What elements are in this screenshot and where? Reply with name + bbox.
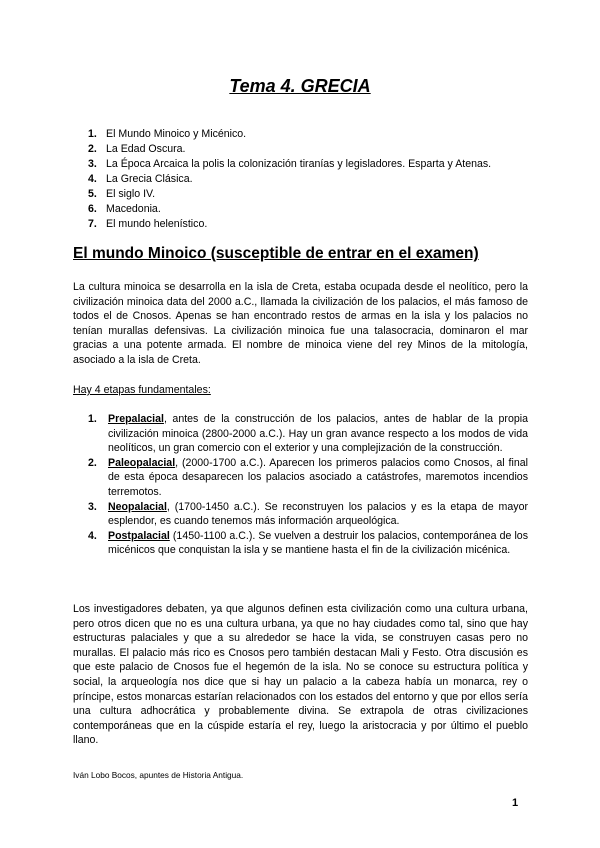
- toc-item-number: 5.: [88, 188, 97, 200]
- stages-list: [88, 412, 528, 558]
- stage-term: Postpalacial: [108, 529, 170, 542]
- toc-item-text: El Mundo Minoico y Micénico.: [106, 128, 247, 140]
- toc-item: [88, 202, 491, 217]
- toc-item-text: Macedonia.: [106, 203, 161, 215]
- stage-item: [88, 500, 528, 529]
- stage-text: , antes de la construcción de los palacios, antes de hablar de la propia civilización minoica (2800-2000 a.C.). Hay un gran avance respecto a los modos de vida neolíticos, un gran comercio con el exterior y una complejización de la construcción.: [108, 413, 528, 455]
- toc-item-text: La Grecia Clásica.: [106, 173, 193, 185]
- stage-item: [88, 456, 528, 500]
- toc-item: [88, 172, 491, 187]
- toc-item-number: 7.: [88, 218, 97, 230]
- table-of-contents: [88, 127, 491, 232]
- toc-item-number: 4.: [88, 173, 97, 185]
- stage-term: Prepalacial: [108, 413, 164, 425]
- toc-item-text: El siglo IV.: [106, 188, 156, 200]
- stage-number: 4.: [88, 529, 97, 542]
- stage-term: Paleopalacial: [108, 456, 176, 469]
- toc-item: [88, 127, 491, 142]
- stage-text: , (1700-1450 a.C.). Se reconstruyen los palacios y es la etapa de mayor esplendor, es cuando tenemos más información arqueológica.: [108, 500, 528, 528]
- toc-item: [88, 217, 491, 232]
- stage-text: (1450-1100 a.C.). Se vuelven a destruir los palacios, contemporánea de los micénicos que conquistan la isla y se mantiene hasta el fin de la civilización micénica.: [108, 529, 528, 557]
- toc-item-text: La Época Arcaica la polis la colonización tiranías y legisladores. Esparta y Atenas.: [106, 158, 492, 170]
- toc-item-text: La Edad Oscura.: [106, 143, 186, 155]
- toc-item: [88, 142, 491, 157]
- toc-item-number: 3.: [88, 158, 97, 170]
- toc-item: [88, 187, 491, 202]
- footer-note: Iván Lobo Bocos, apuntes de Historia Antigua.: [73, 770, 244, 780]
- stages-heading: Hay 4 etapas fundamentales:: [73, 384, 211, 396]
- stage-number: 1.: [88, 413, 97, 425]
- intro-paragraph: La cultura minoica se desarrolla en la isla de Creta, estaba ocupada desde el neolítico, pero la civilización minoica data del 2000 a.C., llamada la civilización de los palacios, el más famoso de todos el de Cnosos. Apenas se han encontrado restos de armas en la isla y los palacios no tenían murallas defensivas. La civilización minoica fue una talasocracia, dominaron el mar gracias a una potente armada. El nombre de minoica viene del rey Minos de la mitología, asociado a la isla de Creta.: [73, 281, 528, 366]
- stage-term: Neopalacial: [108, 500, 167, 513]
- stage-text: , (2000-1700 a.C.). Aparecen los primeros palacios como Cnosos, al final de esta época desaparecen los palacios asociado a catástrofes, maremotos incendios terremotos.: [108, 456, 528, 498]
- stage-item: [88, 412, 528, 456]
- toc-item-number: 6.: [88, 203, 97, 215]
- toc-item-number: 2.: [88, 143, 97, 155]
- section-heading: El mundo Minoico (susceptible de entrar en el examen): [73, 245, 479, 262]
- stage-number: 2.: [88, 456, 97, 469]
- stage-number: 3.: [88, 500, 97, 513]
- debate-paragraph: Los investigadores debaten, ya que algunos definen esta civilización como una cultura urbana, pero otros dicen que no es una cultura urbana, ya que no hay ciudades como tal, sino que hay estructuras palaciales y que a su alrededor se hace la vida, se construyen casas pero no murallas. El palacio más rico es Cnosos pero también destacan Mali y Festo. Otra discusión es que este palacio de Cnosos fue el hegemón de la isla. No se conoce su estructura política y social, la arqueología nos dice que si hay un palacio a la cabeza había un monarca, rey o príncipe, estos monarcas estarían relacionados con los estados del entorno y que por ellos sería una cultura adhocrática y probablemente divina. Se extrapola de otras civilizaciones contemporáneas que en la cúspide estaría el rey, luego la aristocracia y por último el pueblo llano.: [73, 603, 528, 747]
- page-number: 1: [512, 797, 519, 809]
- toc-item: [88, 157, 491, 172]
- stage-item: [88, 529, 528, 558]
- toc-item-number: 1.: [88, 128, 97, 140]
- toc-item-text: El mundo helenístico.: [106, 218, 208, 230]
- page-title: Tema 4. GRECIA: [229, 76, 371, 96]
